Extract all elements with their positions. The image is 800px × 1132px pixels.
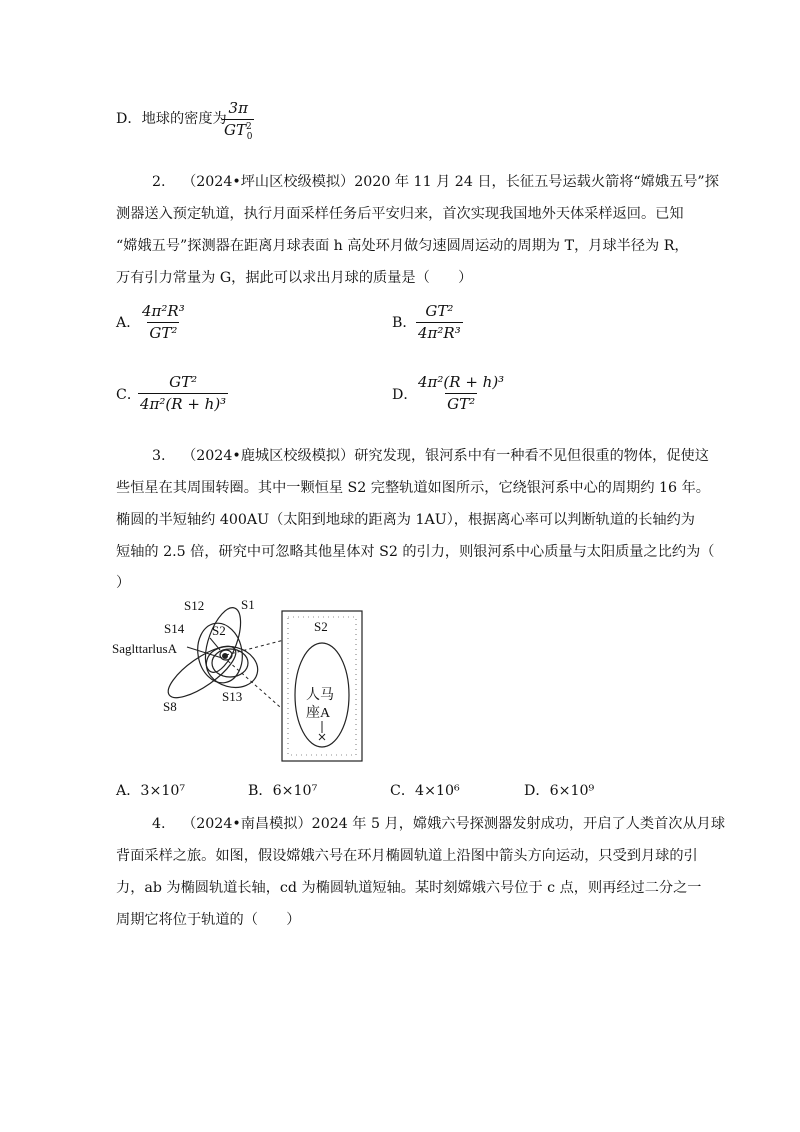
q1-d-den-sub: 0: [246, 132, 253, 143]
q3-text-line5: ）: [116, 575, 131, 591]
q2-option-a-label: A．: [116, 315, 141, 331]
inset-label-renma: 人马: [306, 688, 334, 703]
q2-option-b-label: B．: [392, 315, 417, 331]
q2-c-den: 4π²(R + h)³: [140, 395, 227, 414]
q2-text-line3: “嫦娥五号”探测器在距离月球表面 h 高处环月做匀速圆周运动的周期为 T，月球半径为 R，: [116, 238, 689, 254]
q2-text-line2: 测器送入预定轨道，执行月面采样任务后平安归来，首次实现我国地外天体采样返回。已知: [116, 206, 684, 222]
q2-option-b-fraction: [416, 303, 463, 343]
q3-option-b: B．6×10⁷: [248, 783, 318, 799]
q2-option-d-fraction: [416, 374, 506, 414]
q2-option-d-label: D．: [392, 387, 418, 403]
q4-source: （2024•南昌模拟）: [182, 816, 312, 832]
q1-d-den-text: GT: [224, 121, 246, 140]
q4-text-line2: 背面采样之旅。如图，假设嫦娥六号在环月椭圆轨道上沿图中箭头方向运动，只受到月球的引: [116, 848, 698, 864]
q3-text-line4: 短轴的 2.5 倍，研究中可忽略其他星体对 S2 的引力，则银河系中心质量与太阳质量之比约为（: [116, 544, 715, 560]
q2-stem-line1: [152, 171, 719, 191]
q2-option-c-fraction: [138, 374, 228, 414]
q2-d-den: GT²: [447, 395, 476, 414]
q3-text-line3: 椭圆的半短轴约 400AU（太阳到地球的距离为 1AU），根据离心率可以判断轨道的长轴约为: [116, 512, 695, 528]
q4-stem-line1: [152, 813, 725, 833]
q1-d-den-sup: 2: [246, 122, 252, 133]
q1-option-d-label: D．地球的密度为: [116, 111, 227, 127]
q2-source: （2024•坪山区校级模拟）: [182, 174, 355, 190]
label-s14: S14: [164, 621, 185, 636]
q2-option-a-fraction: [140, 303, 187, 343]
q2-a-den: GT²: [149, 324, 178, 343]
inset-label-zuo-a: 座A: [306, 706, 331, 721]
q2-d-num: 4π²(R + h)³: [418, 373, 505, 391]
label-s1: S1: [241, 597, 255, 612]
q2-b-num: GT²: [425, 302, 454, 320]
label-s8: S8: [163, 699, 177, 714]
label-s12: S12: [184, 598, 205, 613]
q1-d-denominator: [222, 119, 254, 142]
q3-option-c: C．4×10⁶: [390, 783, 460, 799]
q4-text-line1: 2024 年 5 月，嫦娥六号探测器发射成功，开启了人类首次从月球: [311, 816, 726, 832]
q3-option-d: D．6×10⁹: [524, 783, 595, 799]
q3-text-line1: 研究发现，银河系中有一种看不见但很重的物体，促使这: [354, 448, 709, 464]
s2-inset: [282, 611, 362, 761]
label-s2: S2: [212, 623, 226, 638]
q4-text-line3: 力，ab 为椭圆轨道长轴，cd 为椭圆轨道短轴。某时刻嫦娥六号位于 c 点，则再经过二分之一: [116, 880, 702, 896]
q1-option-d-fraction: [222, 100, 254, 143]
q1-d-numerator: 3π: [228, 99, 248, 117]
q2-a-num: 4π²R³: [142, 302, 185, 320]
q3-text-line2: 些恒星在其周围转圈。其中一颗恒星 S2 完整轨道如图所示，它绕银河系中心的周期约 16 年。: [116, 480, 710, 496]
s14-pointer: [210, 638, 220, 650]
label-sagittarius: SaglttarlusA: [112, 641, 177, 656]
q2-text-line1: 2020 年 11 月 24 日，长征五号运载火箭将“嫦娥五号”探: [354, 174, 719, 190]
q2-c-num: GT²: [169, 373, 198, 391]
q3-number: 3.: [152, 448, 166, 464]
q3-source: （2024•鹿城区校级模拟）: [182, 448, 355, 464]
q2-option-c-label: C．: [116, 387, 142, 403]
label-s13: S13: [222, 689, 243, 704]
q2-text-line4: 万有引力常量为 G，据此可以求出月球的质量是（ ）: [116, 270, 473, 286]
q2-number: 2.: [152, 174, 166, 190]
inset-label-s2: S2: [314, 619, 328, 634]
orbit-s1: [198, 603, 248, 676]
q4-text-line4: 周期它将位于轨道的（ ）: [116, 912, 301, 928]
q2-b-den: 4π²R³: [418, 324, 461, 343]
sagittarius-a-dot: [222, 653, 228, 659]
q4-number: 4.: [152, 816, 166, 832]
q3-stem-line1: [152, 445, 709, 465]
q3-orbit-figure: [110, 595, 370, 765]
q3-option-a: A．3×10⁷: [116, 783, 186, 799]
